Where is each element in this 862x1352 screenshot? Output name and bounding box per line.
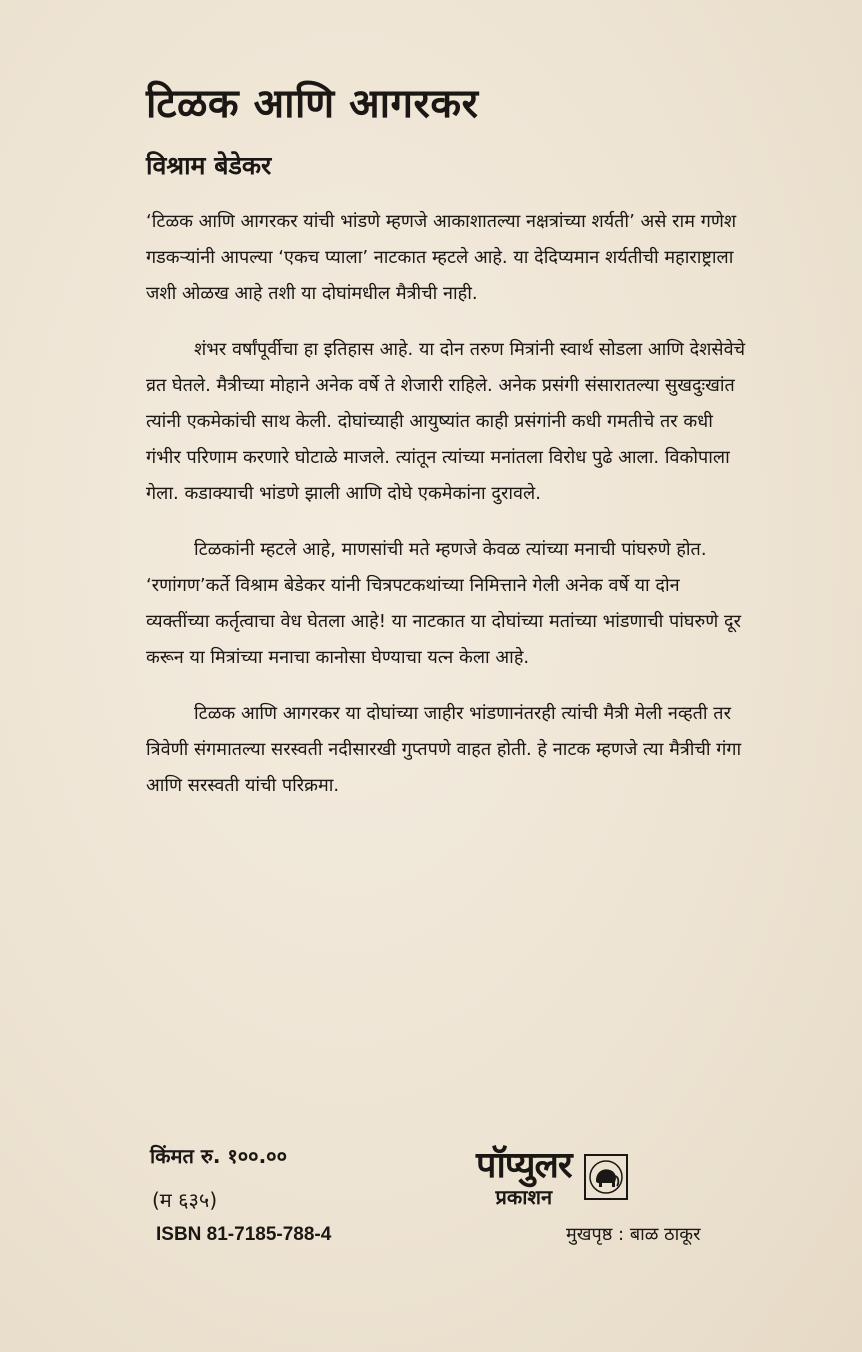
catalog-code: (म ६३५) — [152, 1188, 218, 1212]
elephant-emblem-icon — [584, 1154, 628, 1200]
cover-credit: मुखपृष्ठ : बाळ ठाकूर — [566, 1224, 701, 1245]
publisher-name: पॉप्युलर — [476, 1145, 572, 1186]
blurb-paragraph-2: शंभर वर्षांपूर्वीचा हा इतिहास आहे. या दोन तरुण मित्रांनी स्वार्थ सोडला आणि देशसेवेचे व्रत घेतले. मैत्रीच्या मोहाने अनेक वर्षे ते शेजारी राहिले. अनेक प्रसंगी संसारातल्या सुखदुःखांत त्यांनी एकमेकांची साथ केली. दोघांच्याही आयुष्यांत काही प्रसंगांनी कधी गमतीचे तर कधी गंभीर परिणाम करणारे घोटाळे माजले. त्यांतून त्यांच्या मनांतला विरोध पुढे आला. विकोपाला गेला. कडाक्याची भांडणे झाली आणि दोघे एकमेकांना दुरावले. — [146, 339, 746, 504]
blurb-paragraph-3: टिळकांनी म्हटले आहे, माणसांची मते म्हणजे केवळ त्यांच्या मनाची पांघरुणे होत. ‘रणांगण’कर्ते विश्राम बेडेकर यांनी चित्रपटकथांच्या निमित्ताने गेली अनेक वर्षे या दोन व्यक्तींच्या कर्तृत्वाचा वेध घेतला आहे! या नाटकात या दोघांच्या मतांच्या भांडणाची पांघरुणे दूर करून या मित्रांच्या मनाचा कानोसा घेण्याचा यत्न केला आहे. — [146, 539, 741, 668]
blurb — [146, 204, 746, 824]
isbn: ISBN 81-7185-788-4 — [156, 1224, 332, 1245]
publisher-wordmark — [476, 1146, 572, 1208]
author-name: विश्राम बेडेकर — [146, 151, 272, 180]
blurb-paragraph-1: ‘टिळक आणि आगरकर यांची भांडणे म्हणजे आकाशातल्या नक्षत्रांच्या शर्यती’ असे राम गणेश गडकऱ्यांनी आपल्या ‘एकच प्याला’ नाटकात म्हटले आहे. या देदिप्यमान शर्यतीची महाराष्ट्राला जशी ओळख आहे तशी या दोघांमधील मैत्रीची नाही. — [146, 211, 737, 304]
blurb-paragraph-4: टिळक आणि आगरकर या दोघांच्या जाहीर भांडणानंतरही त्यांची मैत्री मेली नव्हती तर त्रिवेणी संगमातल्या सरस्वती नदीसारखी गुप्तपणे वाहत होती. हे नाटक म्हणजे त्या मैत्रीची गंगा आणि सरस्वती यांची परिक्रमा. — [146, 703, 742, 796]
price-label: किंमत रु. १००.०० — [150, 1144, 287, 1168]
book-title: टिळक आणि आगरकर — [146, 81, 479, 127]
publisher-subtitle: प्रकाशन — [495, 1185, 553, 1209]
publisher-logo — [476, 1146, 628, 1208]
